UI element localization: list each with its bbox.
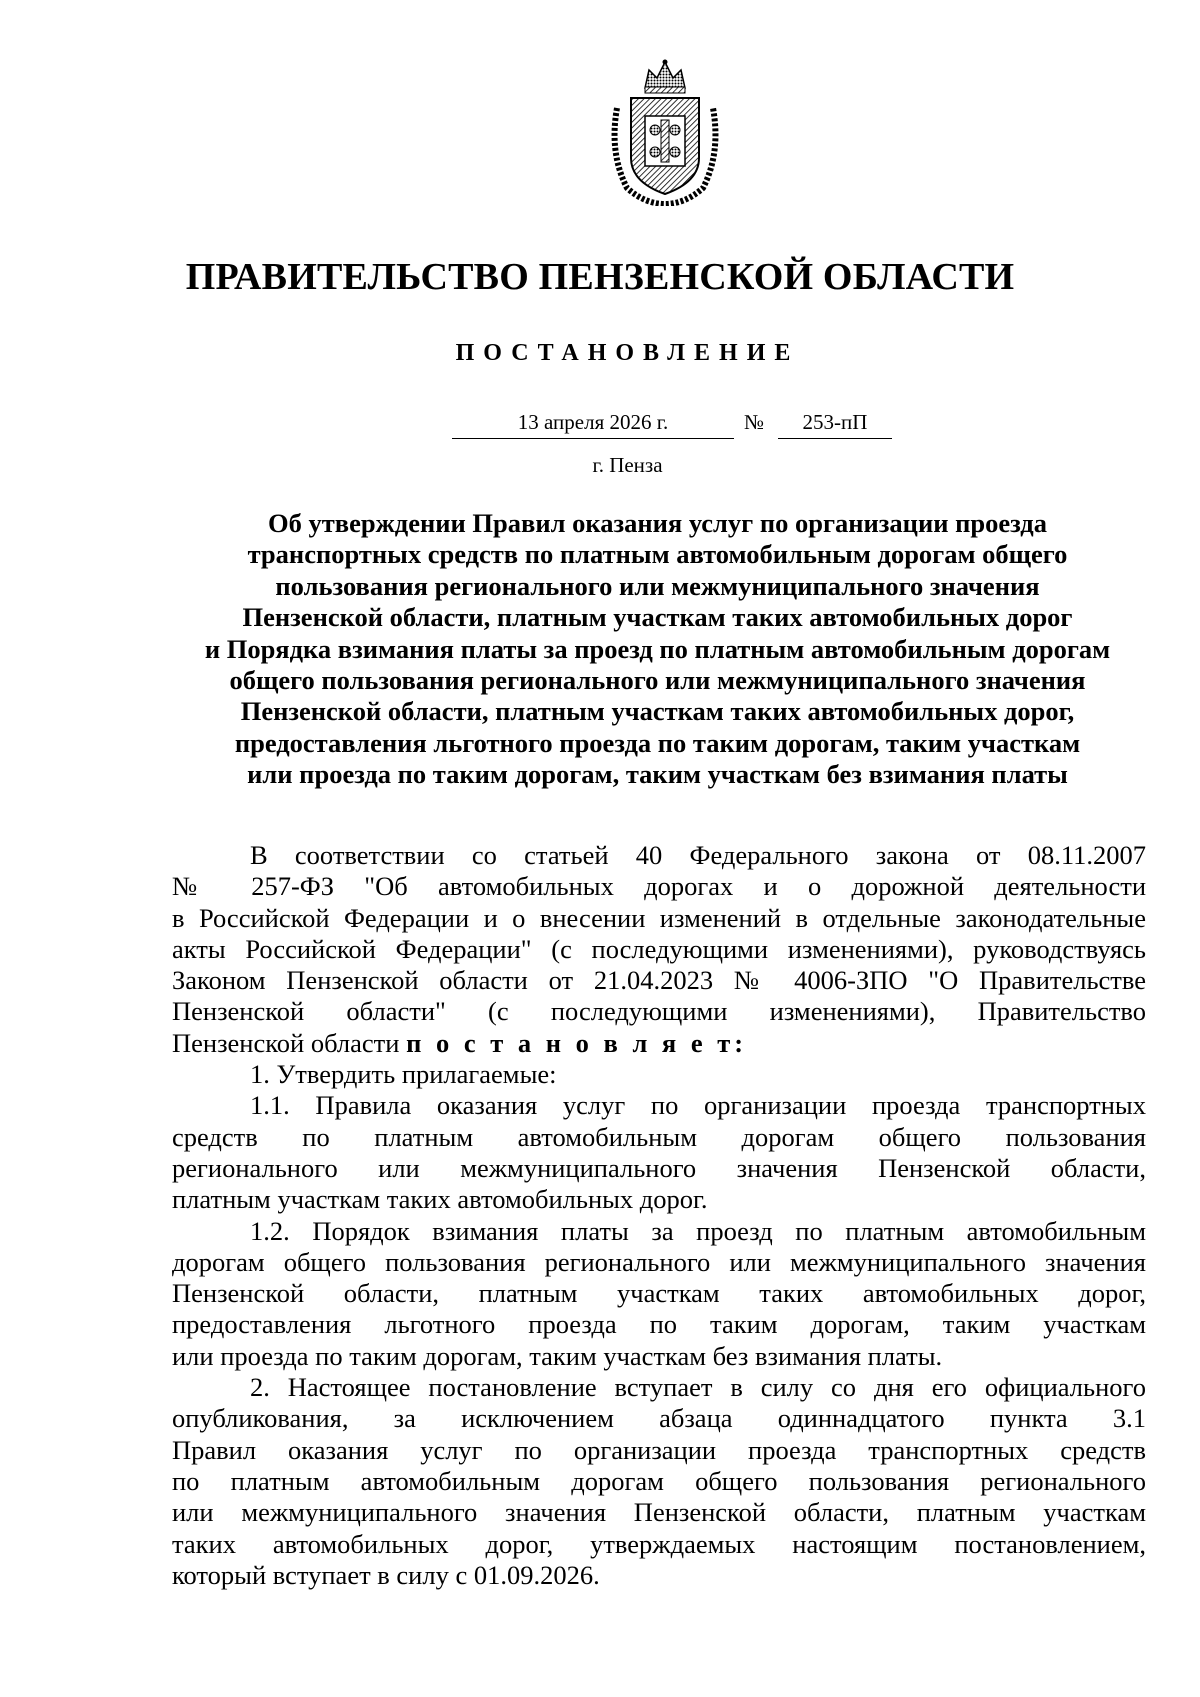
preamble-line: № 257-ФЗ "Об автомобильных дорогах и о дорожной деятельности: [172, 871, 1146, 902]
item-2-line: по платным автомобильным дорогам общего пользования регионального: [172, 1465, 1146, 1496]
title-line: и Порядка взимания платы за проезд по платным автомобильным дорогам: [204, 633, 1111, 664]
preamble-last-line: [172, 1028, 1146, 1059]
preamble-last-text: Пензенской области: [172, 1027, 400, 1058]
number-sign: №: [744, 410, 765, 434]
document-title: [170, 508, 1145, 791]
title-line: предоставления льготного проезда по таким дорогам, таким участкам: [234, 727, 1081, 758]
document-body: [172, 840, 1146, 1591]
item-2-line: Правил оказания услуг по организации проезда транспортных средств: [172, 1434, 1146, 1465]
decrees-word: п о с т а н о в л я е т:: [406, 1027, 748, 1058]
item-1-2-line: Пензенской области, платным участкам таких автомобильных дорог,: [172, 1278, 1146, 1309]
document-type: ПОСТАНОВЛЕНИЕ: [455, 340, 800, 366]
item-2-line: 2. Настоящее постановление вступает в силу со дня его официального: [250, 1372, 1146, 1403]
title-line: Пензенской области, платным участкам таких автомобильных дорог: [242, 602, 1073, 633]
item-1-1-line: регионального или межмуниципального значения Пензенской области,: [172, 1152, 1146, 1183]
document-city: г. Пенза: [592, 453, 663, 477]
item-1-1-line: средств по платным автомобильным дорогам общего пользования: [172, 1121, 1146, 1152]
item-1-1-line: платным участкам таких автомобильных дорог.: [172, 1184, 708, 1215]
preamble-line: Законом Пензенской области от 21.04.2023 № 4006-ЗПО "О Правительстве: [172, 965, 1146, 996]
title-line: Пензенской области, платным участкам таких автомобильных дорог,: [240, 696, 1075, 727]
document-date: 13 апреля 2026 г.: [452, 410, 734, 439]
item-1: 1. Утвердить прилагаемые:: [250, 1059, 557, 1090]
item-1-2-line: или проезда по таким дорогам, таким участкам без взимания платы.: [172, 1340, 943, 1371]
date-number-line: [0, 410, 1200, 444]
preamble-line: В соответствии со статьей 40 Федерального закона от 08.11.2007: [250, 840, 1146, 870]
organization-name: ПРАВИТЕЛЬСТВО ПЕНЗЕНСКОЙ ОБЛАСТИ: [185, 256, 1015, 298]
coat-of-arms-emblem: [605, 58, 725, 206]
preamble-line: Пензенской области" (с последующими изменениями), Правительство: [172, 996, 1146, 1027]
item-2-line: опубликования, за исключением абзаца одиннадцатого пункта 3.1: [172, 1403, 1146, 1434]
item-2-line: или межмуниципального значения Пензенской области, платным участкам: [172, 1497, 1146, 1528]
item-1-2-line: 1.2. Порядок взимания платы за проезд по платным автомобильным: [250, 1215, 1146, 1246]
title-line: транспортных средств по платным автомобильным дорогам общего: [247, 539, 1068, 570]
item-1-2-line: предоставления льготного проезда по таким дорогам, таким участкам: [172, 1309, 1146, 1340]
document-number: 253-пП: [778, 410, 892, 439]
item-1-2-line: дорогам общего пользования регионального или межмуниципального значения: [172, 1246, 1146, 1277]
title-line: общего пользования регионального или межмуниципального значения: [229, 665, 1086, 696]
item-1-1-line: 1.1. Правила оказания услуг по организации проезда транспортных: [250, 1090, 1146, 1121]
preamble-line: в Российской Федерации и о внесении изменений в отдельные законодательные: [172, 902, 1146, 933]
item-2-line: таких автомобильных дорог, утверждаемых настоящим постановлением,: [172, 1528, 1146, 1559]
item-2-line: который вступает в силу с 01.09.2026.: [172, 1559, 600, 1590]
preamble-line: акты Российской Федерации" (с последующими изменениями), руководствуясь: [172, 933, 1146, 964]
title-line: или проезда по таким дорогам, таким участкам без взимания платы: [247, 759, 1068, 790]
title-line: Об утверждении Правил оказания услуг по организации проезда: [268, 508, 1047, 538]
title-line: пользования регионального или межмуниципального значения: [275, 570, 1040, 601]
